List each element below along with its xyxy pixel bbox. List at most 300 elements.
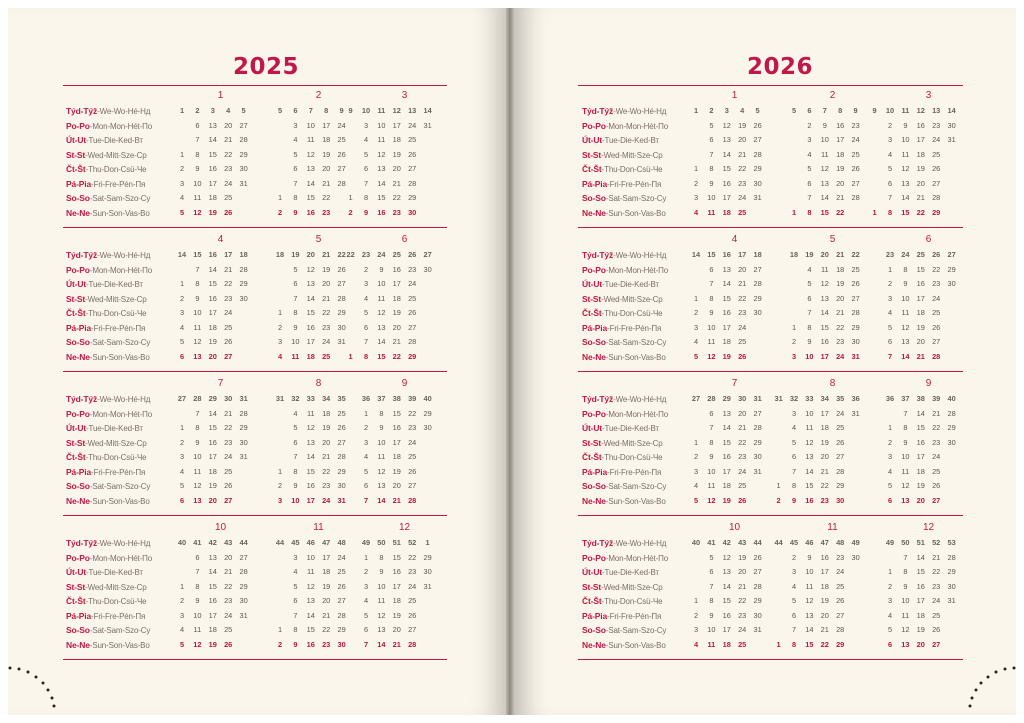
- date-cell: 29: [408, 193, 417, 202]
- date-cell: [421, 335, 435, 350]
- row-label-rest: -Sun-Son-Vas-Во: [605, 352, 666, 362]
- date-cell: 22: [836, 322, 845, 332]
- week-number: 8: [324, 106, 329, 115]
- date-cell: 4: [791, 581, 797, 591]
- row-label-rest: -Wed-Mitt-Sze-Ср: [601, 150, 663, 160]
- sunday-date: 4: [693, 639, 699, 649]
- date-cell: 28: [753, 423, 762, 432]
- date-cell: 10: [291, 337, 300, 346]
- row-label-key: Pá-Pia: [582, 610, 608, 621]
- sunday-date: 20: [208, 495, 217, 505]
- row-label: [66, 465, 145, 480]
- week-number: 27: [177, 394, 187, 403]
- date-cell: 10: [306, 552, 315, 562]
- row-label: [582, 609, 661, 624]
- date-cell: 29: [947, 264, 956, 274]
- row-label: [66, 436, 147, 451]
- date-cell: 23: [932, 120, 941, 130]
- week-number: 14: [423, 106, 432, 115]
- date-cell: 31: [239, 452, 248, 461]
- date-cell: 26: [851, 164, 860, 173]
- row-label-rest: -Sat-Sam-Szo-Сy: [89, 338, 151, 347]
- week-number: 28: [707, 394, 716, 403]
- date-cell: 7: [709, 423, 714, 432]
- date-cell: 19: [916, 625, 925, 634]
- date-cell: [421, 609, 435, 624]
- date-cell: 6: [887, 337, 893, 346]
- date-cell: 3: [693, 466, 699, 476]
- date-cell: [772, 450, 786, 465]
- date-cell: 24: [836, 408, 845, 418]
- row-label-rest: -We-Wo-Hé-Нд: [97, 251, 151, 260]
- date-cell: 29: [337, 308, 346, 317]
- date-cell: 4: [179, 466, 185, 476]
- row-label: [66, 148, 147, 163]
- date-cell: 7: [887, 193, 893, 202]
- date-cell: [344, 119, 358, 134]
- date-cell: 11: [707, 481, 716, 490]
- sunday-date: 11: [291, 351, 300, 361]
- date-cell: 6: [887, 178, 893, 188]
- sunday-date: 17: [820, 351, 829, 361]
- sunday-date: 7: [887, 351, 893, 361]
- date-cell: 16: [916, 120, 925, 130]
- date-cell: 24: [224, 610, 233, 620]
- sunday-date: 20: [916, 495, 925, 505]
- date-cell: 28: [932, 193, 941, 202]
- date-cell: 22: [322, 466, 331, 476]
- date-cell: 20: [916, 337, 925, 346]
- row-label: [582, 162, 662, 177]
- sunday-date: 15: [820, 207, 829, 217]
- date-cell: 9: [195, 164, 200, 173]
- week-number: 48: [836, 538, 845, 547]
- row-label-rest: -Mon-Mon-Hét-По: [89, 121, 152, 131]
- row-label-rest: -We-Wo-Hé-Нд: [97, 539, 151, 548]
- sunday-date: 13: [901, 495, 910, 505]
- week-number: 44: [275, 538, 285, 547]
- date-cell: 9: [709, 610, 714, 620]
- date-cell: 27: [753, 264, 762, 274]
- week-number: 9: [348, 106, 353, 115]
- week-number: 45: [789, 538, 799, 547]
- date-cell: 11: [377, 135, 386, 144]
- row-label-key: Út-Ut: [582, 135, 603, 145]
- sunday-date: 19: [722, 495, 731, 505]
- date-cell: 13: [722, 408, 731, 418]
- date-cell: 14: [820, 308, 829, 317]
- week-number: 43: [224, 538, 233, 547]
- date-cell: 21: [738, 149, 747, 159]
- month-title: 4: [217, 234, 224, 245]
- date-cell: 25: [408, 596, 417, 605]
- date-cell: 25: [836, 581, 845, 591]
- date-cell: 27: [337, 437, 346, 447]
- month-title: 7: [731, 378, 738, 389]
- date-cell: [175, 119, 189, 134]
- week-number: 16: [722, 250, 731, 259]
- date-cell: 20: [738, 567, 747, 576]
- row-label-key: Ne-Ne: [66, 351, 90, 362]
- date-cell: 14: [722, 581, 731, 591]
- date-cell: 22: [392, 193, 401, 202]
- row-label-key: Ne-Ne: [582, 351, 606, 362]
- row-label: [66, 479, 150, 494]
- row-label: [582, 565, 659, 580]
- month-title: 10: [728, 522, 741, 533]
- date-cell: 14: [306, 293, 315, 303]
- date-cell: 2: [363, 567, 369, 576]
- row-label-rest: -Tue-Die-Ked-Вт: [602, 424, 659, 433]
- date-cell: [273, 119, 287, 134]
- row-label-key: Týd-Týž: [66, 394, 98, 404]
- sunday-date: 9: [791, 495, 797, 505]
- date-cell: 18: [916, 466, 925, 476]
- row-label-key: Týd-Týž: [66, 250, 98, 260]
- sunday-date: 10: [805, 351, 814, 361]
- date-cell: 2: [179, 596, 185, 605]
- sunday-date: 16: [306, 639, 315, 649]
- date-cell: 8: [293, 466, 298, 476]
- date-cell: [849, 436, 863, 451]
- date-cell: 22: [932, 264, 941, 274]
- sunday-date: 19: [722, 351, 731, 361]
- sunday-date: 25: [738, 639, 747, 649]
- date-cell: 5: [179, 337, 185, 346]
- row-label-rest: -We-Wo-Hé-Нд: [97, 107, 151, 116]
- date-cell: 1: [693, 293, 699, 303]
- date-cell: 8: [293, 193, 298, 202]
- date-cell: 1: [277, 466, 283, 476]
- block-rule: [578, 515, 963, 516]
- sunday-date: 13: [901, 639, 910, 649]
- date-cell: [344, 148, 358, 163]
- date-cell: 25: [224, 322, 233, 332]
- row-label: [66, 133, 143, 148]
- sunday-date: 18: [722, 639, 731, 649]
- sunday-date: [945, 350, 959, 365]
- row-label-rest: -We-Wo-Hé-Нд: [613, 395, 667, 404]
- date-cell: 30: [753, 308, 762, 317]
- date-cell: 16: [306, 481, 315, 490]
- row-label-key: St-St: [66, 293, 86, 304]
- date-cell: 4: [807, 149, 812, 159]
- week-number: 25: [916, 250, 925, 259]
- row-label-rest: -Fri-Fre-Pén-Пя: [607, 467, 662, 477]
- row-label-rest: -Mon-Mon-Hét-По: [89, 265, 152, 275]
- sunday-date: [751, 350, 765, 365]
- date-cell: 22: [738, 596, 747, 605]
- week-number: 22: [337, 250, 346, 259]
- row-label-rest: -Wed-Mitt-Sze-Ср: [85, 294, 147, 304]
- date-cell: 15: [208, 581, 217, 591]
- date-cell: 4: [363, 135, 369, 144]
- date-cell: 10: [805, 408, 814, 418]
- row-label-rest: -Wed-Mitt-Sze-Ср: [85, 438, 147, 448]
- date-cell: 8: [709, 164, 714, 173]
- sunday-date: 7: [363, 495, 369, 505]
- date-cell: [868, 148, 882, 163]
- date-cell: 5: [293, 423, 298, 432]
- row-label-key: Čt-Št: [66, 452, 86, 462]
- row-label: [582, 536, 666, 551]
- date-cell: [344, 263, 358, 278]
- date-cell: 19: [208, 337, 217, 346]
- date-cell: [689, 580, 703, 595]
- date-cell: 15: [820, 322, 829, 332]
- date-cell: [237, 321, 251, 336]
- date-cell: 5: [887, 481, 893, 490]
- date-cell: 16: [208, 596, 217, 605]
- date-cell: 27: [408, 625, 417, 634]
- date-cell: 1: [887, 264, 893, 274]
- week-number: 8: [838, 106, 843, 115]
- week-number: 14: [177, 250, 187, 259]
- date-cell: 28: [753, 149, 762, 159]
- week-number: 11: [901, 106, 910, 115]
- date-cell: 12: [306, 149, 315, 159]
- date-cell: 27: [753, 135, 762, 144]
- row-label-rest: -Sun-Son-Vas-Во: [605, 496, 666, 506]
- date-cell: 12: [377, 466, 386, 476]
- block-rule: [63, 227, 447, 228]
- date-cell: 9: [379, 264, 384, 274]
- date-cell: [772, 465, 786, 480]
- sunday-date: 10: [291, 495, 300, 505]
- row-label: [66, 119, 152, 134]
- sunday-date: 26: [224, 207, 233, 217]
- row-label-rest: -Wed-Mitt-Sze-Ср: [601, 294, 663, 304]
- sunday-date: 5: [179, 207, 185, 217]
- date-cell: 22: [738, 164, 747, 173]
- row-label: [66, 392, 150, 407]
- sunday-date: 27: [932, 639, 941, 649]
- date-cell: 29: [423, 408, 432, 418]
- date-cell: 24: [738, 322, 747, 332]
- week-number: 42: [722, 538, 731, 547]
- date-cell: 5: [293, 581, 298, 591]
- date-cell: 16: [722, 178, 731, 188]
- date-cell: 18: [208, 466, 217, 476]
- row-label-key: Po-Po: [66, 264, 90, 275]
- date-cell: 18: [208, 193, 217, 202]
- date-cell: 20: [322, 279, 331, 288]
- sunday-date: 9: [363, 207, 369, 217]
- date-cell: 28: [753, 581, 762, 591]
- date-cell: 13: [722, 135, 731, 144]
- sunday-date: 8: [807, 207, 812, 217]
- date-cell: 18: [820, 423, 829, 432]
- date-cell: 4: [293, 135, 298, 144]
- date-cell: 1: [277, 193, 283, 202]
- date-cell: 27: [408, 481, 417, 490]
- date-cell: 30: [337, 481, 346, 490]
- date-cell: 28: [753, 279, 762, 288]
- date-cell: 13: [306, 164, 315, 173]
- date-cell: 30: [753, 452, 762, 461]
- date-cell: [421, 306, 435, 321]
- week-number: 37: [901, 394, 910, 403]
- date-cell: 10: [901, 135, 910, 144]
- date-cell: 5: [807, 279, 812, 288]
- row-label-key: Týd-Týž: [66, 106, 98, 116]
- row-label: [582, 450, 662, 465]
- date-cell: [273, 436, 287, 451]
- row-label-rest: -Thu-Don-Csü-Че: [601, 453, 663, 462]
- date-cell: [849, 580, 863, 595]
- date-cell: 7: [363, 178, 369, 188]
- date-cell: 7: [807, 308, 812, 317]
- sunday-date: 23: [322, 207, 331, 217]
- year-title-left: 2025: [233, 54, 300, 80]
- date-cell: 25: [337, 567, 346, 576]
- date-cell: 15: [306, 308, 315, 317]
- sunday-date: [849, 206, 863, 221]
- date-cell: [175, 565, 189, 580]
- date-cell: 20: [224, 552, 233, 562]
- date-cell: [849, 594, 863, 609]
- date-cell: [883, 551, 897, 566]
- week-number: 43: [738, 538, 747, 547]
- date-cell: [273, 551, 287, 566]
- date-cell: [945, 335, 959, 350]
- date-cell: 9: [195, 596, 200, 605]
- date-cell: 3: [887, 293, 893, 303]
- date-cell: 22: [224, 581, 233, 591]
- date-cell: 20: [392, 481, 401, 490]
- date-cell: 10: [193, 308, 202, 317]
- week-number: 23: [361, 250, 371, 259]
- row-label-rest: -We-Wo-Hé-Нд: [613, 107, 667, 116]
- date-cell: [751, 321, 765, 336]
- row-label-rest: -Tue-Die-Ked-Вт: [602, 568, 659, 577]
- date-cell: 10: [377, 437, 386, 447]
- date-cell: 15: [916, 567, 925, 576]
- date-cell: 31: [947, 596, 956, 605]
- month-title: 11: [313, 522, 324, 533]
- date-cell: 2: [887, 437, 893, 447]
- date-cell: [237, 191, 251, 206]
- date-cell: 26: [932, 164, 941, 173]
- date-cell: 26: [408, 610, 417, 620]
- date-cell: 21: [820, 466, 829, 476]
- row-label-rest: -Wed-Mitt-Sze-Ср: [601, 582, 663, 592]
- decorative-dots-left: [6, 660, 66, 715]
- date-cell: 30: [851, 337, 860, 346]
- date-cell: 13: [306, 596, 315, 605]
- date-cell: 28: [408, 178, 417, 188]
- row-label-rest: -Thu-Don-Csü-Че: [85, 597, 147, 606]
- date-cell: [787, 292, 801, 307]
- date-cell: 6: [807, 293, 812, 303]
- sunday-date: 8: [791, 639, 797, 649]
- date-cell: [868, 133, 882, 148]
- sunday-date: 19: [208, 639, 217, 649]
- week-number: 1: [425, 538, 430, 547]
- date-cell: [273, 580, 287, 595]
- date-cell: [868, 177, 882, 192]
- date-cell: 12: [722, 552, 731, 562]
- row-label-rest: -Thu-Don-Csü-Че: [85, 453, 147, 462]
- date-cell: 19: [820, 596, 829, 605]
- row-label-rest: -Tue-Die-Ked-Вт: [602, 136, 659, 145]
- date-cell: 15: [722, 164, 731, 173]
- row-label: [66, 450, 146, 465]
- block-rule: [63, 659, 447, 660]
- date-cell: 30: [239, 293, 248, 303]
- date-cell: [849, 465, 863, 480]
- date-cell: 4: [791, 423, 797, 432]
- row-label-rest: -Tue-Die-Ked-Вт: [86, 568, 143, 577]
- week-number: 33: [306, 394, 315, 403]
- date-cell: 20: [836, 293, 845, 303]
- date-cell: 21: [738, 581, 747, 591]
- date-cell: 15: [805, 481, 814, 490]
- date-cell: 1: [179, 423, 185, 432]
- date-cell: 2: [807, 120, 812, 130]
- date-cell: 29: [239, 581, 248, 591]
- date-cell: 15: [722, 596, 731, 605]
- date-cell: 16: [392, 567, 401, 576]
- date-cell: [273, 609, 287, 624]
- row-label: [66, 248, 150, 263]
- date-cell: [945, 162, 959, 177]
- date-cell: 17: [392, 120, 401, 130]
- row-label-rest: -Sat-Sam-Szo-Сy: [89, 626, 151, 635]
- date-cell: 22: [408, 552, 417, 562]
- date-cell: 22: [820, 481, 829, 490]
- sunday-date: 7: [363, 639, 369, 649]
- row-label-rest: -Fri-Fre-Pén-Пя: [607, 179, 662, 189]
- row-label: [582, 321, 661, 336]
- row-label-rest: -Mon-Mon-Hét-По: [89, 553, 152, 563]
- date-cell: 5: [179, 481, 185, 490]
- date-cell: 10: [707, 625, 716, 634]
- date-cell: [689, 551, 703, 566]
- date-cell: 11: [306, 135, 315, 144]
- date-cell: 5: [709, 120, 714, 130]
- date-cell: 4: [363, 596, 369, 605]
- week-number: 9: [872, 106, 877, 115]
- week-number: 45: [291, 538, 300, 547]
- date-cell: 21: [224, 567, 233, 576]
- date-cell: 18: [322, 408, 331, 418]
- sunday-date: 2: [277, 639, 283, 649]
- date-cell: 5: [293, 264, 298, 274]
- date-cell: 11: [377, 452, 386, 461]
- date-cell: 18: [722, 337, 731, 346]
- date-cell: 28: [239, 135, 248, 144]
- week-number: 32: [789, 394, 799, 403]
- date-cell: 7: [791, 625, 797, 634]
- date-cell: 21: [820, 625, 829, 634]
- date-cell: 14: [805, 625, 814, 634]
- date-cell: 17: [208, 178, 217, 188]
- week-number: 19: [291, 250, 300, 259]
- sunday-date: 21: [916, 351, 925, 361]
- row-label-key: Týd-Týž: [582, 250, 614, 260]
- date-cell: [945, 609, 959, 624]
- date-cell: 31: [239, 610, 248, 620]
- sunday-date: 15: [377, 351, 386, 361]
- sunday-date: [421, 494, 435, 509]
- date-cell: 5: [363, 466, 369, 476]
- date-cell: [689, 263, 703, 278]
- row-label-key: St-St: [66, 437, 86, 448]
- sunday-date: 6: [887, 495, 893, 505]
- row-label-key: So-So: [66, 481, 90, 491]
- date-cell: 7: [293, 452, 298, 461]
